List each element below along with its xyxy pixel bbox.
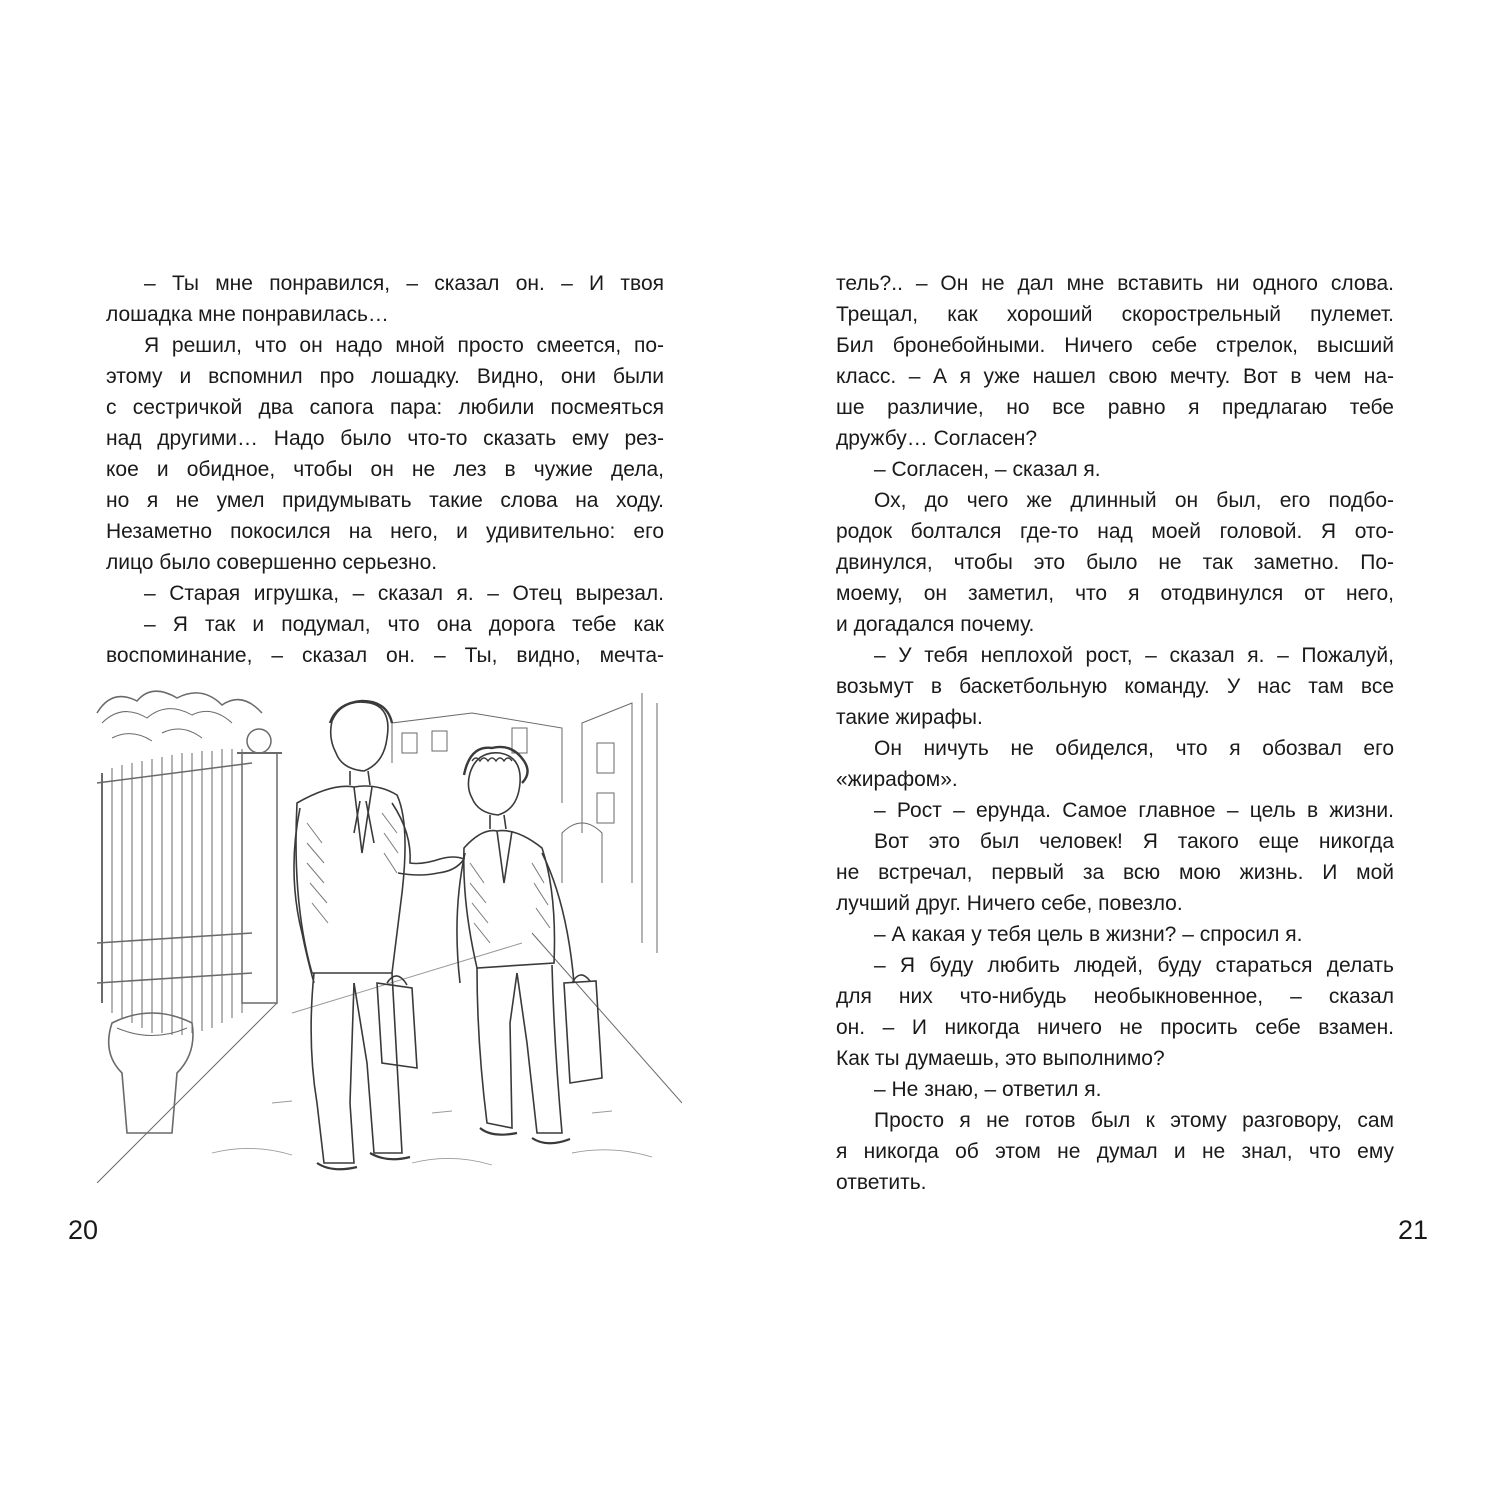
text-line: не встречал, первый за всю мою жизнь. И мой <box>836 861 1394 884</box>
text-line: такие жирафы. <box>836 706 983 729</box>
text-line: – Ты мне понравился, – сказал он. – И твоя <box>144 272 664 295</box>
text-line: воспоминание, – сказал он. – Ты, видно, мечта- <box>106 644 664 667</box>
text-line: для них что-нибудь необыкновенное, – сказал <box>836 985 1394 1008</box>
text-line: моему, он заметил, что я отодвинулся от него, <box>836 582 1394 605</box>
text-line: лицо было совершенно серьезно. <box>106 551 438 574</box>
text-line: – Я буду любить людей, буду стараться делать <box>874 954 1394 977</box>
text-line: – У тебя неплохой рост, – сказал я. – Пожалуй, <box>874 644 1394 667</box>
text-line: Как ты думаешь, это выполнимо? <box>836 1047 1165 1070</box>
right-page <box>750 0 1500 1500</box>
text-line: Незаметно покосился на него, и удивительно: его <box>106 520 664 543</box>
text-line: он. – И никогда ничего не просить себе взамен. <box>836 1016 1394 1039</box>
text-line: – Я так и подумал, что она дорога тебе как <box>144 613 664 636</box>
text-line: – Рост – ерунда. Самое главное – цель в жизни. <box>874 799 1394 822</box>
pencil-illustration-two-boys <box>92 683 682 1183</box>
left-page-text <box>106 268 664 671</box>
text-line: лучший друг. Ничего себе, повезло. <box>836 892 1183 915</box>
text-line: этому и вспомнил про лошадку. Видно, они были <box>106 365 664 388</box>
text-line: дружбу… Согласен? <box>836 427 1038 450</box>
page-number-left: 20 <box>68 1215 99 1245</box>
text-line: родок болтался где-то над моей головой. Я ото- <box>836 520 1394 543</box>
text-line: двинулся, чтобы это было не так заметно. По- <box>836 551 1394 574</box>
page-number-right: 21 <box>1398 1215 1429 1245</box>
text-line: ше различие, но все равно я предлагаю тебе <box>836 396 1394 419</box>
text-line: Просто я не готов был к этому разговору, сам <box>874 1109 1394 1132</box>
text-line: кое и обидное, чтобы он не лез в чужие дела, <box>106 458 664 481</box>
text-line: Вот это был человек! Я такого еще никогда <box>874 830 1394 853</box>
text-line: класс. – А я уже нашел свою мечту. Вот в чем на- <box>836 365 1394 388</box>
text-line: «жирафом». <box>836 768 958 791</box>
text-line: тель?.. – Он не дал мне вставить ни одного слова. <box>836 272 1394 295</box>
text-line: Трещал, как хороший скорострельный пулемет. <box>836 303 1394 326</box>
text-line: Он ничуть не обиделся, что я обозвал его <box>874 737 1394 760</box>
text-line: Бил бронебойными. Ничего себе стрелок, высший <box>836 334 1394 357</box>
text-line: возьмут в баскетбольную команду. У нас там все <box>836 675 1394 698</box>
text-line: с сестричкой два сапога пара: любили посмеяться <box>106 396 664 419</box>
text-line: над другими… Надо было что-то сказать ему рез- <box>106 427 664 450</box>
text-line: и догадался почему. <box>836 613 1035 636</box>
text-line: – А какая у тебя цель в жизни? – спросил я. <box>874 923 1303 946</box>
text-line: лошадка мне понравилась… <box>106 303 389 326</box>
text-line: – Не знаю, – ответил я. <box>874 1078 1102 1101</box>
text-line: ответить. <box>836 1171 927 1194</box>
right-page-text <box>836 268 1394 1198</box>
text-line: Ох, до чего же длинный он был, его подбо- <box>874 489 1394 512</box>
text-line: – Согласен, – сказал я. <box>874 458 1101 481</box>
text-line: но я не умел придумывать такие слова на ходу. <box>106 489 664 512</box>
text-line: я никогда об этом не думал и не знал, что ему <box>836 1140 1394 1163</box>
text-line: Я решил, что он надо мной просто смеется, по- <box>144 334 664 357</box>
text-line: – Старая игрушка, – сказал я. – Отец вырезал. <box>144 582 664 605</box>
illustration-drawing <box>92 683 682 1183</box>
